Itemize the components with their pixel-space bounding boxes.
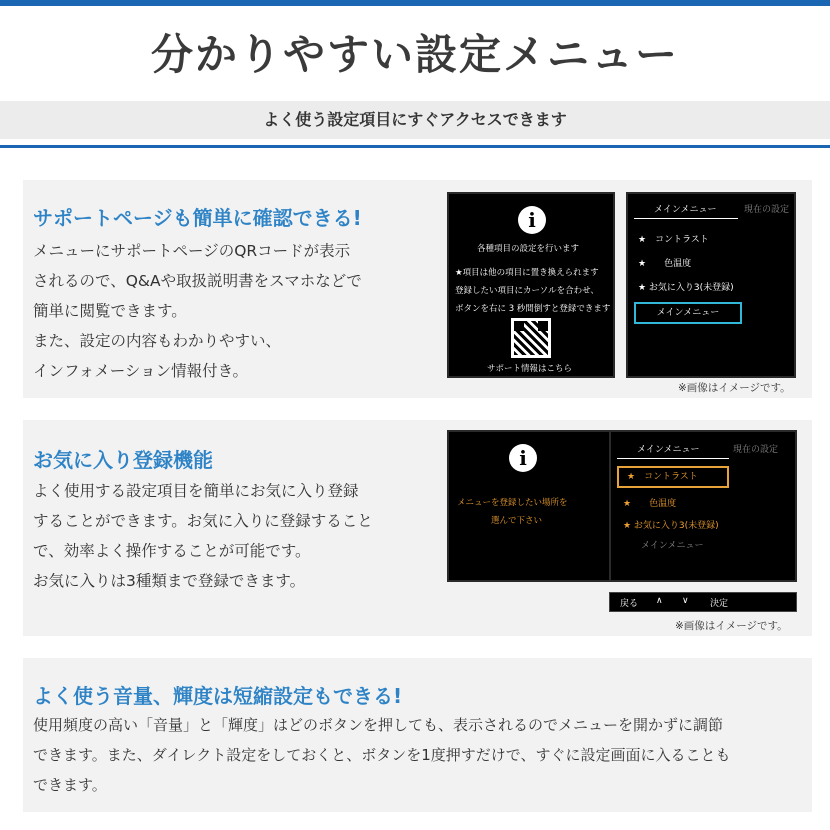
body-line: また、設定の内容もわかりやすい、 [33, 332, 282, 350]
info-text: 登録したい項目にカーソルを合わせ、 [455, 286, 599, 296]
image-note: ※画像はイメージです。 [678, 382, 791, 394]
menu-underline [617, 458, 729, 459]
section-body [33, 476, 373, 596]
section-shortcut [23, 658, 812, 812]
section-favorites [23, 420, 812, 636]
info-icon: i [518, 206, 546, 234]
section-title: サポートページも簡単に確認できる! [33, 206, 362, 230]
info-text: 各種項目の設定を行います [477, 244, 580, 254]
info-text: 選んで下さい [491, 516, 543, 526]
body-line: 使用頻度の高い「音量」と「輝度」はどのボタンを押しても、表示されるのでメニューを開かずに調節 [33, 716, 724, 734]
menu-item-selected[interactable]: メインメニュー [634, 302, 742, 324]
section-title: よく使う音量、輝度は短縮設定もできる! [33, 684, 403, 708]
info-screen [447, 430, 615, 582]
menu-item[interactable]: ★ お気に入り3(未登録) [638, 283, 734, 293]
menu-item[interactable] [623, 496, 676, 509]
menu-screen [626, 192, 796, 378]
info-text: メニューを登録したい場所を [457, 498, 568, 508]
section-title: お気に入り登録機能 [33, 448, 213, 472]
menu-item[interactable]: ★ 色温度 [638, 259, 692, 269]
down-button[interactable]: ∨ [682, 596, 689, 606]
body-line: することができます。お気に入りに登録すること [33, 512, 373, 530]
top-accent-bar [0, 0, 830, 6]
section-body [33, 710, 730, 800]
qr-caption: サポート情報はこちら [487, 364, 573, 374]
menu-item[interactable]: ★ コントラスト [638, 235, 709, 245]
qr-code [511, 318, 551, 358]
body-line: できます。また、ダイレクト設定をしておくと、ボタンを1度押すだけで、すぐに設定画面に入ることも [33, 746, 731, 764]
body-line: お気に入りは3種類まで登録できます。 [33, 572, 306, 590]
body-line: インフォメーション情報付き。 [33, 362, 248, 380]
ok-button[interactable]: 決定 [710, 599, 729, 609]
menu-item-label: ★ お気に入り3(未登録) [623, 521, 719, 531]
menu-header-dim: 現在の設定 [744, 205, 790, 215]
page-subtitle: よく使う設定項目にすぐアクセスできます [0, 101, 830, 139]
body-line: できます。 [33, 776, 107, 794]
menu-header: メインメニュー [654, 205, 717, 215]
body-line: で、効率よく操作することが可能です。 [33, 542, 311, 560]
menu-item[interactable] [623, 518, 719, 531]
info-icon: i [509, 444, 537, 472]
menu-screen [609, 430, 797, 582]
menu-item-selected[interactable]: ★ コントラスト [617, 466, 729, 488]
body-line: 簡単に閲覧できます。 [33, 302, 187, 320]
page-title: 分かりやすい設定メニュー [150, 30, 679, 79]
body-line: メニューにサポートページのQRコードが表示 [33, 242, 351, 260]
menu-underline [634, 218, 738, 219]
up-button[interactable]: ∧ [656, 596, 663, 606]
body-line: されるので、Q&Aや取扱説明書をスマホなどで [33, 272, 362, 290]
section-support-page [23, 180, 812, 398]
image-note: ※画像はイメージです。 [675, 620, 788, 632]
menu-item[interactable]: メインメニュー [641, 541, 704, 551]
back-button[interactable]: 戻る [620, 599, 639, 609]
menu-item-label: ★ 色温度 [623, 499, 677, 509]
nav-bar [609, 592, 797, 612]
divider-line [0, 145, 830, 148]
menu-header-dim: 現在の設定 [733, 445, 779, 455]
menu-header: メインメニュー [637, 445, 700, 455]
info-text: ★項目は他の項目に置き換えられます [455, 268, 599, 278]
section-body [33, 236, 362, 386]
body-line: よく使用する設定項目を簡単にお気に入り登録 [33, 482, 359, 500]
info-screen [447, 192, 615, 378]
info-text: ボタンを右に 3 秒間倒すと登録できます [455, 304, 611, 314]
